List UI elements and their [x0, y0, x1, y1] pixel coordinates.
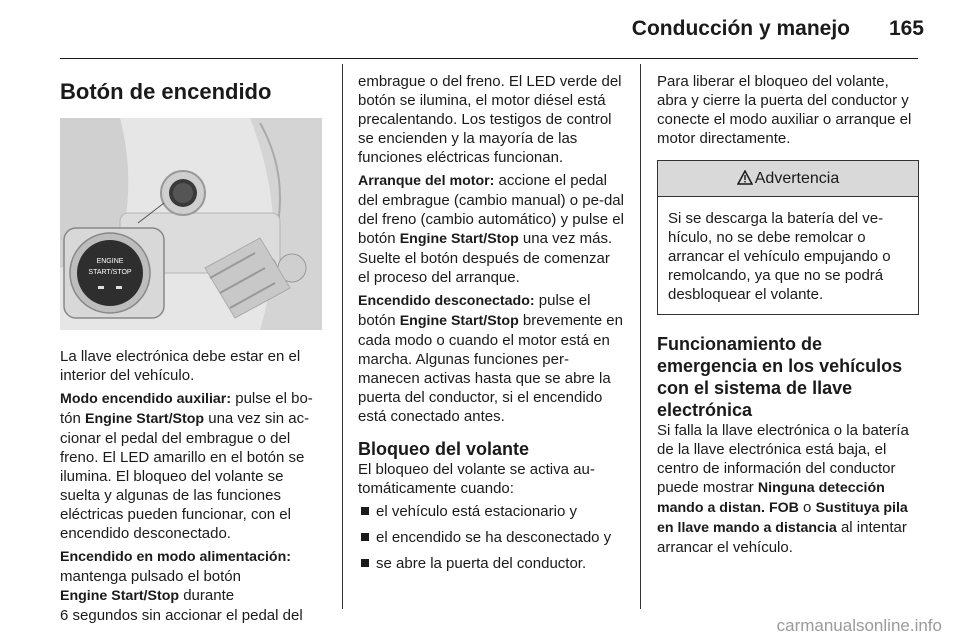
message-text: Sustituya pila en llave mando a distancia: [657, 500, 908, 536]
column-divider: [640, 64, 641, 609]
column-divider: [342, 64, 343, 609]
warning-triangle-icon: [737, 170, 753, 186]
warning-text: Si se descarga la batería del ve-hículo, no se debe remolcar o arrancar el vehículo empujando o remolcando, ya que no se podrá desbloquear el volante.: [668, 210, 891, 303]
intro-paragraph: La llave electrónica debe estar en el interior del vehículo.: [60, 348, 301, 384]
steering-lock-intro: El bloqueo del volante se activa au-tomáticamente cuando:: [358, 461, 595, 497]
term: Modo encendido auxiliar:: [60, 391, 232, 407]
term: Arranque del motor:: [358, 173, 495, 189]
warning-header: [658, 161, 918, 197]
paragraph-release-lock: Para liberar el bloqueo del volante, abra y cierre la puerta del conductor y conecte el modo auxiliar o arranque el motor directamente.: [657, 73, 912, 147]
column-1: [60, 78, 324, 629]
warning-title: Advertencia: [754, 170, 840, 187]
term: Encendido desconectado:: [358, 293, 535, 309]
header-rule: [60, 58, 918, 59]
button-label-line1: ENGINE: [96, 258, 124, 265]
page-number: 165: [888, 17, 924, 40]
paragraph-ignition-off: Encendido desconectado: pulse el botón Engine Start/Stop brevemente en cada modo o cuando el motor está en marcha. Algunas funciones per-manecen activas hasta que se abre la puerta del conductor, si el encendido está conectado antes.: [358, 292, 623, 425]
paragraph-auxiliary-mode: Modo encendido auxiliar: pulse el bo- tón Engine Start/Stop una vez sin ac- cionar el pedal del embrague o del freno. El LED amarillo en el botón se ilumina. El bloqueo del volante se suelta y algunas de las funciones eléctricas pueden funcionar, con el encendido desconectado.: [60, 390, 313, 542]
button-name: Engine Start/Stop: [399, 231, 519, 247]
running-title: Conducción y manejo: [631, 17, 850, 40]
paragraph-continued: embrague o del freno. El LED verde del botón se ilumina, el motor diésel está precalentando. Los testigos de control se encienden y la mayoría de las funciones eléctricas funcionan.: [358, 73, 622, 166]
column-2: [358, 72, 624, 580]
paragraph-engine-start: Arranque del motor: accione el pedal del embrague (cambio manual) o pe-dal del freno (cambio automático) y pulse el botón Engine Start/Stop una vez más. Suelte el botón después de comenzar el proceso del arranque.: [358, 172, 624, 286]
button-label-line2: START/STOP: [88, 269, 132, 276]
paragraph-emergency: Si falla la llave electrónica o la batería de la llave electrónica está baja, el centro de información del conductor puede mostrar Ninguna detección mando a distan. FOB o Sustituya pila en llave mando a distancia al intentar arrancar el vehículo.: [657, 422, 909, 556]
bullet-icon: [361, 559, 369, 567]
subheading-emergency: Funcionamiento de emergencia en los vehículos con el sistema de llave electrónica: [657, 334, 903, 420]
page-header: [0, 14, 960, 54]
bullet-icon: [361, 533, 369, 541]
section-heading: Botón de encendido: [60, 79, 272, 104]
list-item: el vehículo está estacionario y: [358, 502, 624, 521]
button-name: Engine Start/Stop: [399, 313, 519, 329]
paragraph-power-mode: Encendido en modo alimentación: mantenga pulsado el botón Engine Start/Stop durante 6 segundos sin accionar el pedal del: [60, 549, 303, 624]
warning-box: [657, 160, 919, 315]
steering-lock-conditions: [358, 502, 624, 573]
button-name: Engine Start/Stop: [60, 588, 180, 604]
subheading-steering-lock: Bloqueo del volante: [358, 439, 530, 459]
list-item: se abre la puerta del conductor.: [358, 554, 624, 573]
button-name: Engine Start/Stop: [85, 411, 205, 427]
engine-start-button-illustration: [60, 118, 322, 330]
list-item: el encendido se ha desconectado y: [358, 528, 624, 547]
watermark: carmanualsonline.info: [776, 616, 942, 635]
column-3: [657, 72, 919, 561]
term: Encendido en modo alimentación:: [60, 549, 291, 565]
bullet-icon: [361, 507, 369, 515]
message-text: Ninguna detección mando a distan. FOB: [657, 480, 885, 516]
